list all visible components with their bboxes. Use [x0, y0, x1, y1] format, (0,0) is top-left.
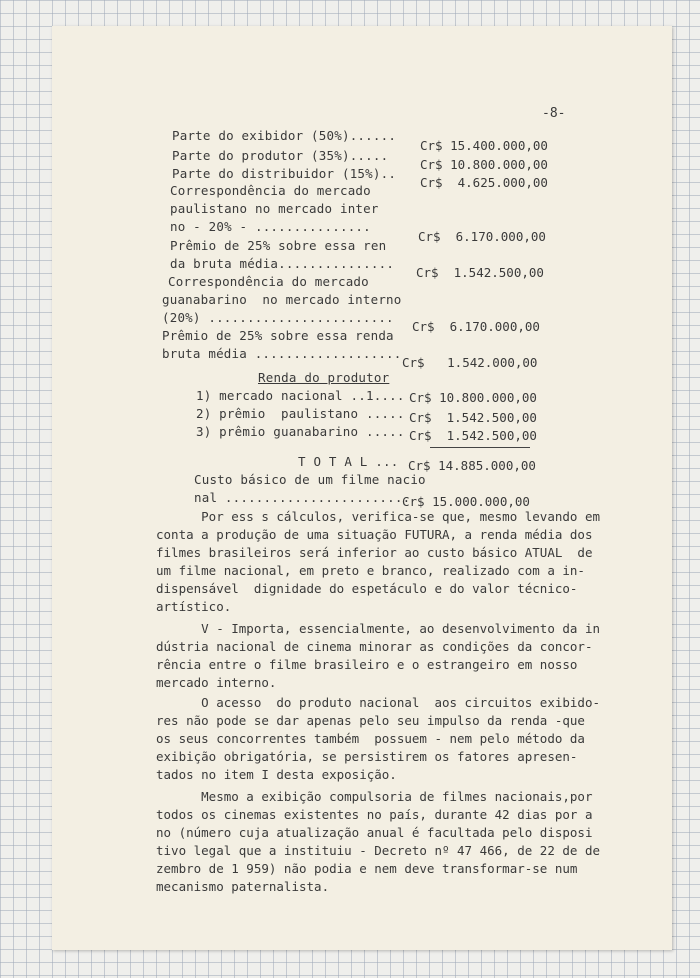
custo-label-line: nal ........................	[194, 490, 411, 505]
paragraph-line: O acesso do produto nacional aos circuitos exibido-	[156, 695, 601, 710]
page-number: -8-	[542, 106, 566, 121]
paragraph-line: mecanismo paternalista.	[156, 879, 330, 894]
item-label-line: guanabarino no mercado interno	[162, 292, 402, 307]
paragraph-line: res não pode se dar apenas pelo seu impulso da renda -que	[156, 713, 585, 728]
paragraph-line: artístico.	[156, 599, 232, 614]
renda-item-amount: Cr$ 10.800.000,00	[409, 390, 537, 405]
item-label-line: Correspondência do mercado	[170, 183, 371, 198]
item-amount: Cr$ 6.170.000,00	[412, 319, 540, 334]
paragraph-line: no (número cuja atualização anual é facultada pelo disposi	[156, 825, 593, 840]
item-label-line: da bruta média...............	[170, 256, 395, 271]
item-label-line: paulistano no mercado inter	[170, 201, 379, 216]
item-label-line: no - 20% - ...............	[170, 219, 371, 234]
renda-item-amount: Cr$ 1.542.500,00	[409, 428, 537, 443]
custo-label-line: Custo básico de um filme nacio	[194, 472, 426, 487]
item-amount: Cr$ 15.400.000,00	[420, 138, 548, 153]
item-label-line: Prêmio de 25% sobre essa renda	[162, 328, 394, 343]
paragraph-line: exibição obrigatória, se persistirem os fatores apresen-	[156, 749, 578, 764]
item-label-line: (20%) ........................	[162, 310, 394, 325]
paragraph-line: os seus concorrentes também possuem - nem pelo método da	[156, 731, 585, 746]
item-label-line: Parte do produtor (35%).....	[172, 148, 389, 163]
item-label-line: Correspondência do mercado	[168, 274, 369, 289]
renda-item-label: 2) prêmio paulistano .....	[196, 406, 405, 421]
sum-rule	[430, 447, 530, 448]
paragraph-line: filmes brasileiros será inferior ao custo básico ATUAL de	[156, 545, 593, 560]
total-label: T O T A L ...	[298, 454, 399, 469]
paragraph-line: dispensável dignidade do espetáculo e do valor técnico-	[156, 581, 578, 596]
item-amount: Cr$ 10.800.000,00	[420, 157, 548, 172]
item-amount: Cr$ 4.625.000,00	[420, 175, 548, 190]
item-label-line: Prêmio de 25% sobre essa ren	[170, 238, 387, 253]
document-page	[52, 26, 672, 950]
paragraph-line: rência entre o filme brasileiro e o estrangeiro em nosso	[156, 657, 578, 672]
item-label-line: bruta média ...................	[162, 346, 402, 361]
paragraph-line: V - Importa, essencialmente, ao desenvolvimento da in	[156, 621, 601, 636]
custo-amount: Cr$ 15.000.000,00	[402, 494, 530, 509]
paragraph-line: dústria nacional de cinema minorar as condições da concor-	[156, 639, 593, 654]
item-label-line: Parte do exibidor (50%)......	[172, 128, 397, 143]
paragraph-line: tivo legal que a instituiu - Decreto nº 47 466, de 22 de de	[156, 843, 601, 858]
item-label-line: Parte do distribuidor (15%)..	[172, 166, 397, 181]
paragraph-line: Por ess s cálculos, verifica-se que, mesmo levando em	[156, 509, 601, 524]
item-amount: Cr$ 1.542.500,00	[416, 265, 544, 280]
paragraph-line: todos os cinemas existentes no país, durante 42 dias por a	[156, 807, 593, 822]
renda-item-label: 1) mercado nacional ..1....	[196, 388, 405, 403]
paragraph-line: Mesmo a exibição compulsoria de filmes nacionais,por	[156, 789, 593, 804]
total-amount: Cr$ 14.885.000,00	[408, 458, 536, 473]
paragraph-line: mercado interno.	[156, 675, 277, 690]
renda-item-label: 3) prêmio guanabarino .....	[196, 424, 405, 439]
renda-heading: Renda do produtor	[258, 370, 390, 385]
item-amount: Cr$ 6.170.000,00	[418, 229, 546, 244]
paragraph-line: tados no item I desta exposição.	[156, 767, 397, 782]
paragraph-line: conta a produção de uma situação FUTURA, a renda média dos	[156, 527, 593, 542]
paragraph-line: zembro de 1 959) não podia e nem deve transformar-se num	[156, 861, 578, 876]
renda-item-amount: Cr$ 1.542.500,00	[409, 410, 537, 425]
item-amount: Cr$ 1.542.000,00	[402, 355, 538, 370]
paragraph-line: um filme nacional, em preto e branco, realizado com a in-	[156, 563, 585, 578]
